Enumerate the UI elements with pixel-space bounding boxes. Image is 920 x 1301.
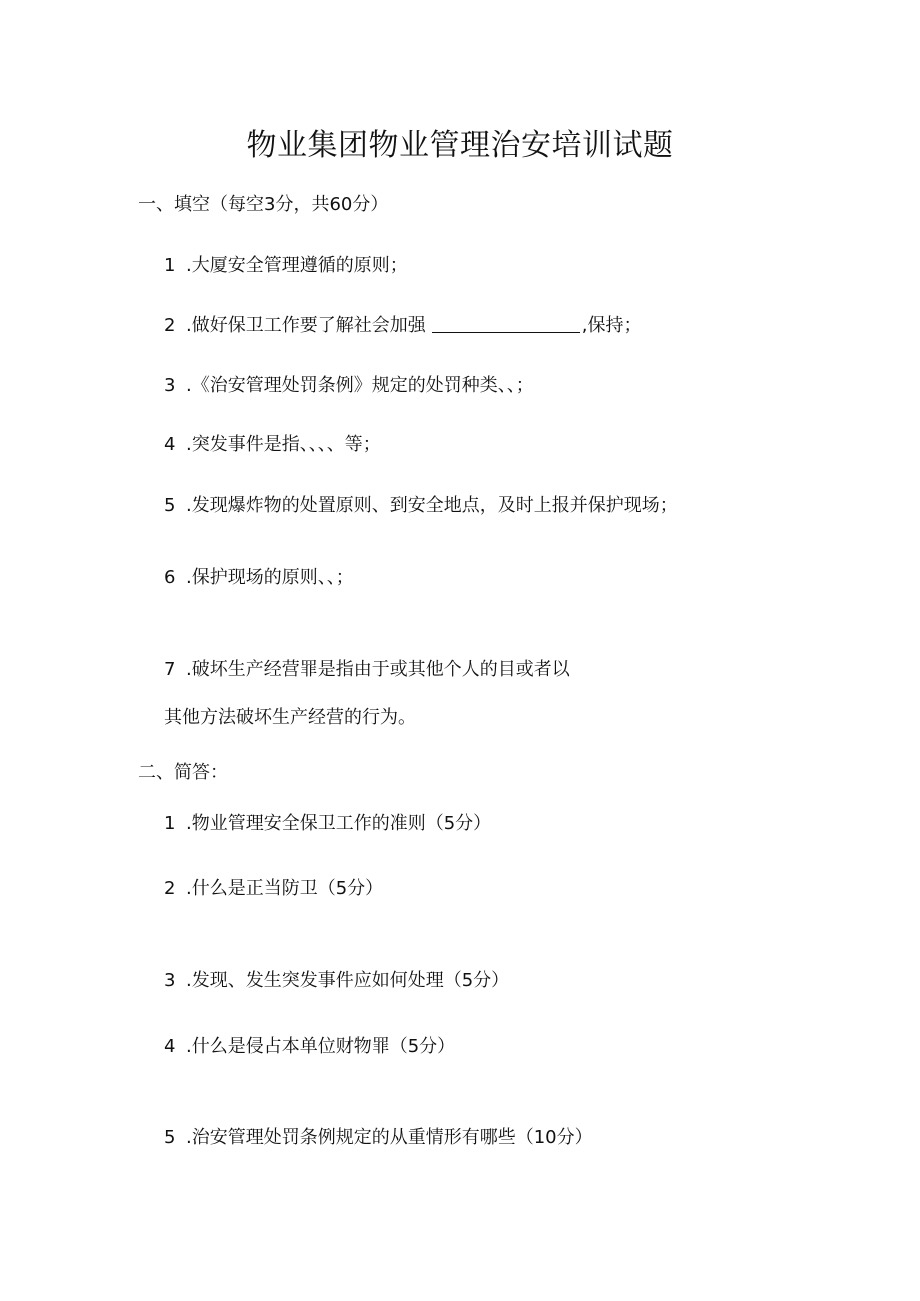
question-number: 5 <box>164 495 176 516</box>
answer-blank-line <box>432 314 580 333</box>
question-number: 2 <box>164 315 176 336</box>
question-item <box>164 373 534 399</box>
question-item <box>164 811 491 837</box>
question-number: 3 <box>164 970 176 991</box>
question-item <box>164 253 408 279</box>
question-text: .大厦安全管理遵循的原则； <box>186 255 408 276</box>
question-text: .发现、发生突发事件应如何处理（5分） <box>186 970 510 991</box>
section-heading-fill-blank: 一、填空（每空3分，共60分） <box>138 194 389 215</box>
question-item <box>164 968 509 994</box>
section-heading-short-answer: 二、简答： <box>138 762 228 783</box>
question-text-after: ,保持； <box>581 315 642 336</box>
question-number: 6 <box>164 567 176 588</box>
question-number: 3 <box>164 375 176 396</box>
question-continuation: 其他方法破坏生产经营的行为。 <box>164 707 416 728</box>
question-text: .破坏生产经营罪是指由于或其他个人的目或者以 <box>186 659 570 680</box>
question-text: .什么是侵占本单位财物罪（5分） <box>186 1036 456 1057</box>
question-text: .物业管理安全保卫工作的准则（5分） <box>186 813 492 834</box>
question-item <box>164 565 354 591</box>
question-text: .保护现场的原则、、； <box>186 567 354 588</box>
question-item <box>164 493 678 519</box>
question-number: 1 <box>164 813 176 834</box>
question-number: 4 <box>164 434 176 455</box>
question-text: .什么是正当防卫（5分） <box>186 878 384 899</box>
question-item <box>164 432 381 458</box>
question-item <box>164 1034 455 1060</box>
question-item <box>164 1125 593 1151</box>
question-number: 4 <box>164 1036 176 1057</box>
question-text: .做好保卫工作要了解社会加强 <box>186 315 426 336</box>
document-title: 物业集团物业管理治安培训试题 <box>246 128 674 163</box>
question-text: .突发事件是指、、、、等； <box>186 434 381 455</box>
question-item <box>164 657 570 683</box>
question-item <box>164 876 383 902</box>
question-number: 2 <box>164 878 176 899</box>
question-number: 5 <box>164 1127 176 1148</box>
question-number: 7 <box>164 659 176 680</box>
question-text: .治安管理处罚条例规定的从重情形有哪些（10分） <box>186 1127 593 1148</box>
question-number: 1 <box>164 255 176 276</box>
question-item <box>164 313 641 339</box>
question-text: .《治安管理处罚条例》规定的处罚种类、、； <box>186 375 534 396</box>
question-text: .发现爆炸物的处置原则、到安全地点，及时上报并保护现场； <box>186 495 678 516</box>
